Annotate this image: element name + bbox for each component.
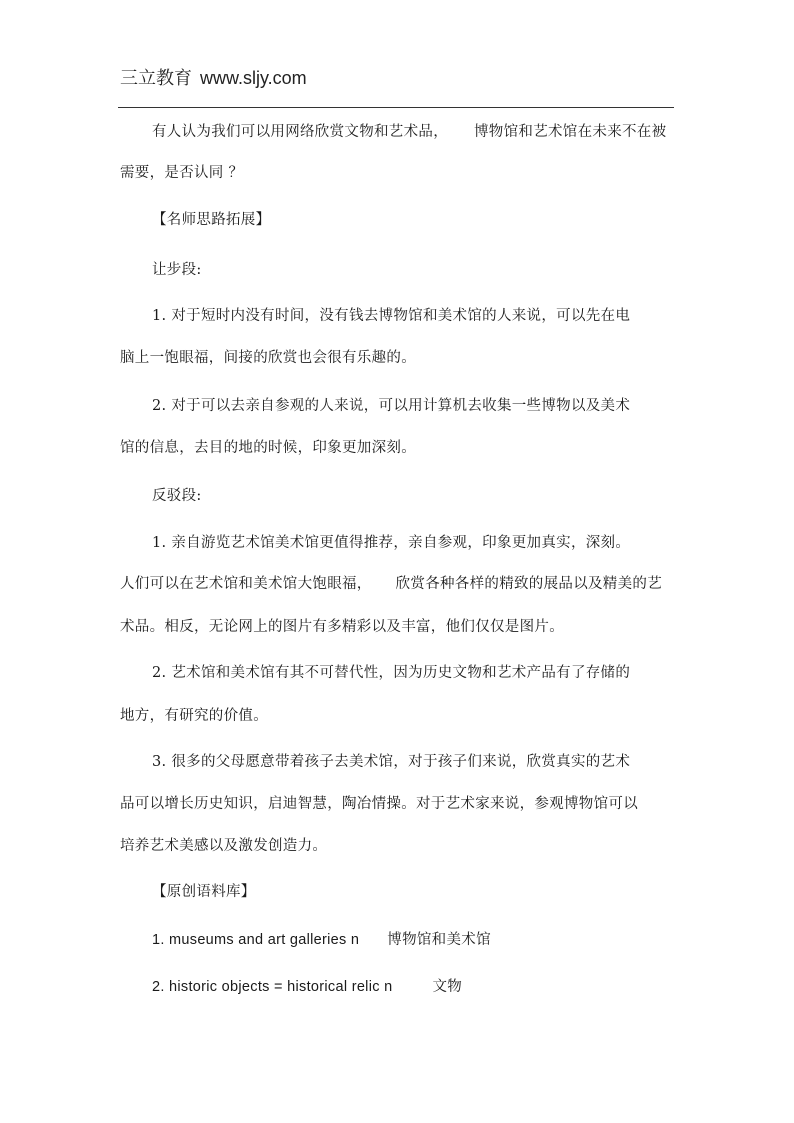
rebuttal-item-1-line-3: 术品。相反，无论网上的图片有多精彩以及丰富，他们仅仅是图片。 <box>120 619 564 635</box>
section-title-ideas: 【名师思路拓展】 <box>152 212 271 228</box>
vocab-term-en: 1. museums and art galleries n <box>152 932 360 948</box>
rebuttal-item-3-line-1: 3. 很多的父母愿意带着孩子去美术馆，对于孩子们来说，欣赏真实的艺术 <box>152 754 631 770</box>
brand-name: 三立教育 <box>120 68 192 88</box>
rebuttal-item-1-line-2-part-b: 欣赏各种各样的精致的展品以及精美的艺 <box>395 576 663 592</box>
concession-item-1-line-2: 脑上一饱眼福，间接的欣赏也会很有乐趣的。 <box>120 350 416 366</box>
rebuttal-item-1-line-2 <box>120 574 662 594</box>
concession-item-2-line-2: 馆的信息，去目的地的时候，印象更加深刻。 <box>120 440 416 456</box>
vocab-item <box>152 977 462 997</box>
concession-item-1-line-1: 1. 对于短时内没有时间，没有钱去博物馆和美术馆的人来说，可以先在电 <box>152 308 631 324</box>
rebuttal-item-1-line-2-part-a: 人们可以在艺术馆和美术馆大饱眼福， <box>120 576 372 592</box>
brand-url: www.sljy.com <box>200 68 307 88</box>
vocab-term-en: 2. historic objects = historical relic n <box>152 979 393 995</box>
section-title-vocab: 【原创语料库】 <box>152 884 256 900</box>
page-header <box>120 64 307 90</box>
question-line-1-part-a: 有人认为我们可以用网络欣赏文物和艺术品， <box>152 124 448 140</box>
concession-item-2-line-1: 2. 对于可以去亲自参观的人来说，可以用计算机去收集一些博物以及美术 <box>152 398 631 414</box>
rebuttal-item-1-line-1: 1. 亲自游览艺术馆美术馆更值得推荐，亲自参观，印象更加真实，深刻。 <box>152 535 631 551</box>
vocab-item <box>152 930 491 950</box>
vocab-term-zh: 博物馆和美术馆 <box>387 932 491 948</box>
question-line-1 <box>152 122 666 142</box>
rebuttal-item-3-line-3: 培养艺术美感以及激发创造力。 <box>120 838 328 854</box>
rebuttal-item-2-line-2: 地方，有研究的价值。 <box>120 708 268 724</box>
rebuttal-title: 反驳段: <box>152 488 202 504</box>
vocab-term-zh: 文物 <box>432 979 463 995</box>
concession-title: 让步段: <box>152 262 202 278</box>
question-line-2: 需要，是否认同 ？ <box>120 165 244 181</box>
rebuttal-item-2-line-1: 2. 艺术馆和美术馆有其不可替代性，因为历史文物和艺术产品有了存储的 <box>152 665 631 681</box>
question-line-1-part-b: 博物馆和艺术馆在未来不在被 <box>474 124 667 140</box>
header-divider <box>118 107 674 108</box>
rebuttal-item-3-line-2: 品可以增长历史知识，启迪智慧，陶冶情操。对于艺术家来说，参观博物馆可以 <box>120 796 638 812</box>
